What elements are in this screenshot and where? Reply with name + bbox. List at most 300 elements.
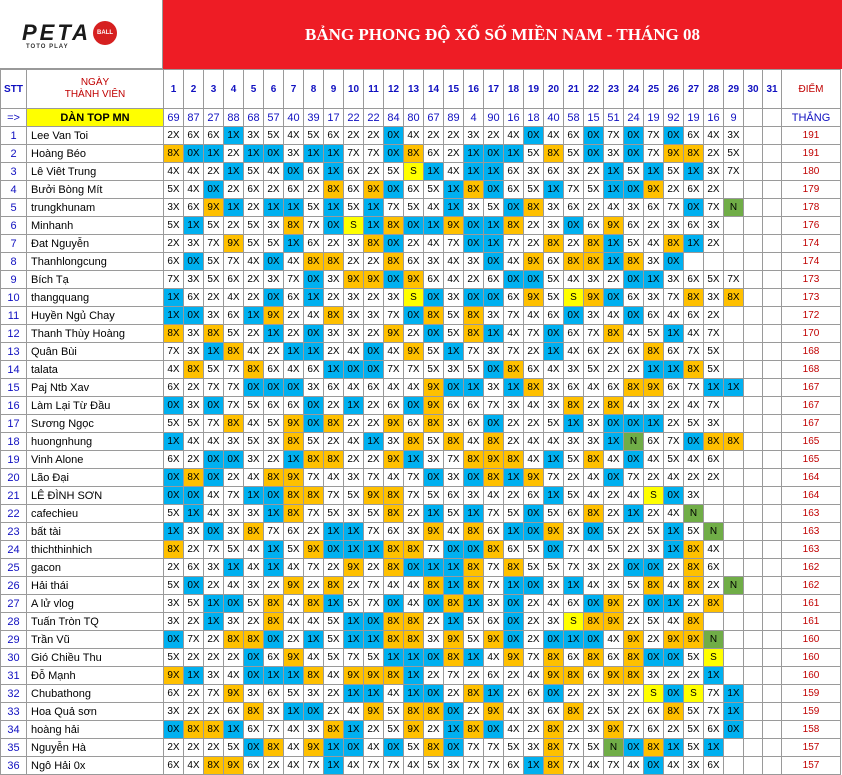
result-cell: 3X xyxy=(584,415,604,433)
result-cell: 8X xyxy=(364,235,384,253)
result-cell: 2X xyxy=(604,361,624,379)
result-cell: 5X xyxy=(164,217,184,235)
result-cell: 0X xyxy=(584,595,604,613)
result-cell: 2X xyxy=(504,487,524,505)
result-cell xyxy=(744,217,763,235)
result-cell: 8X xyxy=(464,307,484,325)
result-cell: 0X xyxy=(284,163,304,181)
result-cell: 2X xyxy=(364,397,384,415)
result-cell: 7X xyxy=(404,487,424,505)
result-cell xyxy=(763,685,782,703)
result-cell: 2X xyxy=(644,217,664,235)
result-cell: 4X xyxy=(504,325,524,343)
result-cell: 0X xyxy=(604,469,624,487)
result-cell: 3X xyxy=(164,613,184,631)
header-day: 18 xyxy=(504,70,524,109)
result-cell: 5X xyxy=(684,721,704,739)
result-cell: 1X xyxy=(664,541,684,559)
logo-tagline: TOTO PLAY xyxy=(26,44,69,50)
result-cell: 6X xyxy=(184,289,204,307)
result-cell: 1X xyxy=(364,631,384,649)
result-cell xyxy=(724,217,744,235)
result-cell: 9X xyxy=(344,271,364,289)
result-cell: 1X xyxy=(304,631,324,649)
result-cell: 2X xyxy=(644,469,664,487)
member-stt: 6 xyxy=(1,217,27,235)
header-day: 19 xyxy=(524,70,544,109)
header-day: 2 xyxy=(184,70,204,109)
result-cell: 0X xyxy=(584,631,604,649)
result-cell: 3X xyxy=(584,721,604,739)
header-day: 17 xyxy=(484,70,504,109)
result-cell: 1X xyxy=(484,325,504,343)
result-cell: 0X xyxy=(304,271,324,289)
result-cell: 1X xyxy=(224,559,244,577)
result-cell: 2X xyxy=(204,739,224,757)
result-cell: 6X xyxy=(444,397,464,415)
result-cell: 2X xyxy=(364,415,384,433)
result-cell: 0X xyxy=(424,325,444,343)
result-cell: 3X xyxy=(524,739,544,757)
result-cell: 2X xyxy=(664,181,684,199)
result-cell: 9X xyxy=(224,235,244,253)
header-day: 15 xyxy=(444,70,464,109)
result-cell: 1X xyxy=(424,559,444,577)
result-cell: 8X xyxy=(264,613,284,631)
top-number-cell: 9 xyxy=(724,109,744,127)
result-cell: 4X xyxy=(624,397,644,415)
header-day: 8 xyxy=(304,70,324,109)
header-day: 25 xyxy=(644,70,664,109)
result-cell: 9X xyxy=(444,217,464,235)
result-cell: 0X xyxy=(384,595,404,613)
header-stt: STT xyxy=(1,70,27,109)
result-cell: 2X xyxy=(604,559,624,577)
result-cell: 2X xyxy=(184,685,204,703)
result-cell: 8X xyxy=(464,181,484,199)
result-cell: 7X xyxy=(204,235,224,253)
result-cell: 4X xyxy=(424,235,444,253)
result-cell: 7X xyxy=(384,307,404,325)
result-cell: 7X xyxy=(344,649,364,667)
result-cell: 1X xyxy=(444,559,464,577)
result-cell: 3X xyxy=(444,469,464,487)
result-cell: 4X xyxy=(184,433,204,451)
result-cell: 6X xyxy=(324,127,344,145)
result-cell: 6X xyxy=(644,721,664,739)
result-cell xyxy=(744,433,763,451)
member-name: Thanh Thùy Hoàng xyxy=(27,325,164,343)
member-row xyxy=(1,505,841,523)
result-cell: 4X xyxy=(684,451,704,469)
result-cell xyxy=(724,469,744,487)
result-cell: 1X xyxy=(264,667,284,685)
result-cell: 2X xyxy=(464,703,484,721)
result-cell: 7X xyxy=(484,577,504,595)
member-stt: 10 xyxy=(1,289,27,307)
result-cell: 1X xyxy=(284,199,304,217)
result-cell: N xyxy=(704,523,724,541)
result-cell: 5X xyxy=(384,163,404,181)
result-cell: 8X xyxy=(384,487,404,505)
result-cell: S xyxy=(644,685,664,703)
member-stt: 32 xyxy=(1,685,27,703)
result-cell: 4X xyxy=(504,127,524,145)
result-cell xyxy=(763,217,782,235)
result-cell: 3X xyxy=(604,685,624,703)
result-cell: 4X xyxy=(524,433,544,451)
result-cell: 8X xyxy=(384,217,404,235)
result-cell: 9X xyxy=(404,721,424,739)
result-cell: 7X xyxy=(304,505,324,523)
result-cell: 8X xyxy=(644,343,664,361)
result-cell: 3X xyxy=(264,703,284,721)
result-cell: 0X xyxy=(504,271,524,289)
result-cell xyxy=(763,325,782,343)
result-cell: 2X xyxy=(464,667,484,685)
result-cell: 5X xyxy=(644,523,664,541)
member-score: 165 xyxy=(782,433,841,451)
result-cell: 0X xyxy=(464,289,484,307)
member-stt: 22 xyxy=(1,505,27,523)
header-day: 9 xyxy=(324,70,344,109)
result-cell: 8X xyxy=(204,721,224,739)
result-cell: 3X xyxy=(644,397,664,415)
result-cell: 8X xyxy=(584,649,604,667)
result-cell: 5X xyxy=(424,343,444,361)
top-number-cell: 80 xyxy=(404,109,424,127)
member-name: Paj Ntb Xav xyxy=(27,379,164,397)
result-cell: 2X xyxy=(704,469,724,487)
result-cell: 0X xyxy=(244,739,264,757)
result-cell: 2X xyxy=(284,631,304,649)
result-cell: 0X xyxy=(484,181,504,199)
result-cell: 4X xyxy=(304,613,324,631)
result-cell: 5X xyxy=(424,757,444,775)
result-cell: 7X xyxy=(164,271,184,289)
result-cell xyxy=(763,253,782,271)
result-cell: 0X xyxy=(484,415,504,433)
result-cell: 2X xyxy=(704,181,724,199)
result-cell: 0X xyxy=(624,559,644,577)
result-cell xyxy=(744,631,763,649)
result-cell: 1X xyxy=(304,343,324,361)
result-cell: 5X xyxy=(404,739,424,757)
result-cell: 2X xyxy=(624,613,644,631)
result-cell: 6X xyxy=(184,199,204,217)
result-cell: 8X xyxy=(684,613,704,631)
result-cell: 0X xyxy=(624,415,644,433)
result-cell: 4X xyxy=(384,577,404,595)
member-stt: 5 xyxy=(1,199,27,217)
result-cell: 5X xyxy=(604,703,624,721)
result-cell: 3X xyxy=(184,235,204,253)
result-cell: 1X xyxy=(284,451,304,469)
result-cell xyxy=(724,595,744,613)
result-cell xyxy=(724,307,744,325)
result-cell: 6X xyxy=(464,415,484,433)
result-cell: 7X xyxy=(264,523,284,541)
result-cell: 3X xyxy=(344,325,364,343)
result-cell: 5X xyxy=(164,415,184,433)
result-cell: 4X xyxy=(484,487,504,505)
member-row xyxy=(1,703,841,721)
result-cell: 6X xyxy=(664,343,684,361)
result-cell: N xyxy=(684,505,704,523)
result-cell: 1X xyxy=(164,433,184,451)
result-cell: 5X xyxy=(244,163,264,181)
result-cell: 7X xyxy=(504,343,524,361)
result-cell: 3X xyxy=(644,253,664,271)
result-cell: 1X xyxy=(564,415,584,433)
result-cell: 1X xyxy=(444,613,464,631)
result-cell: 8X xyxy=(484,469,504,487)
result-cell: 8X xyxy=(304,595,324,613)
result-cell: 0X xyxy=(404,559,424,577)
result-cell: 4X xyxy=(544,127,564,145)
result-cell: 3X xyxy=(304,685,324,703)
result-cell: 4X xyxy=(444,163,464,181)
result-cell: 9X xyxy=(204,199,224,217)
result-cell: 1X xyxy=(544,487,564,505)
member-name: Lão Đại xyxy=(27,469,164,487)
header-day: 23 xyxy=(604,70,624,109)
result-cell: 0X xyxy=(624,739,644,757)
result-cell: 7X xyxy=(604,127,624,145)
member-name: Lee Van Toi xyxy=(27,127,164,145)
result-cell: 8X xyxy=(524,199,544,217)
result-cell: 3X xyxy=(404,523,424,541)
result-cell: 6X xyxy=(684,307,704,325)
member-score: 163 xyxy=(782,541,841,559)
result-cell: 1X xyxy=(264,541,284,559)
result-cell xyxy=(744,163,763,181)
result-cell xyxy=(763,577,782,595)
result-cell: 6X xyxy=(704,559,724,577)
member-name: Minhanh xyxy=(27,217,164,235)
result-cell: 9X xyxy=(664,145,684,163)
result-cell: 6X xyxy=(664,379,684,397)
result-cell: 4X xyxy=(584,577,604,595)
member-score: 191 xyxy=(782,145,841,163)
result-cell: 8X xyxy=(724,289,744,307)
result-cell: 2X xyxy=(224,145,244,163)
result-cell: 7X xyxy=(664,289,684,307)
result-cell xyxy=(724,487,744,505)
result-cell xyxy=(744,253,763,271)
member-stt: 25 xyxy=(1,559,27,577)
result-cell: 2X xyxy=(704,145,724,163)
result-cell: 8X xyxy=(684,577,704,595)
result-cell: 4X xyxy=(364,739,384,757)
member-row xyxy=(1,649,841,667)
result-cell: 1X xyxy=(364,199,384,217)
result-cell: S xyxy=(644,487,664,505)
result-cell: 1X xyxy=(664,361,684,379)
top-number-cell: 90 xyxy=(484,109,504,127)
result-cell: 9X xyxy=(664,631,684,649)
result-cell: 8X xyxy=(544,721,564,739)
result-cell: 0X xyxy=(424,649,444,667)
result-cell: 1X xyxy=(464,649,484,667)
result-cell xyxy=(724,361,744,379)
result-cell: 0X xyxy=(384,181,404,199)
result-cell: 6X xyxy=(344,181,364,199)
top-number-cell: 51 xyxy=(604,109,624,127)
result-cell: 3X xyxy=(244,127,264,145)
result-cell: 3X xyxy=(384,289,404,307)
result-cell: 8X xyxy=(564,397,584,415)
result-cell: 0X xyxy=(644,595,664,613)
result-cell: 1X xyxy=(324,163,344,181)
result-cell: 6X xyxy=(644,703,664,721)
result-cell: 5X xyxy=(264,415,284,433)
result-cell: 6X xyxy=(184,127,204,145)
result-cell: 3X xyxy=(584,307,604,325)
result-cell: 1X xyxy=(164,523,184,541)
member-score: 157 xyxy=(782,739,841,757)
result-cell: 1X xyxy=(444,343,464,361)
result-cell: 0X xyxy=(384,235,404,253)
result-cell: 7X xyxy=(364,595,384,613)
result-cell: 0X xyxy=(264,145,284,163)
result-cell: 1X xyxy=(604,253,624,271)
result-cell: 7X xyxy=(564,541,584,559)
result-cell: 1X xyxy=(264,325,284,343)
top-number-cell xyxy=(763,109,782,127)
result-cell: 1X xyxy=(424,505,444,523)
result-cell: 0X xyxy=(324,217,344,235)
result-cell: 0X xyxy=(224,595,244,613)
result-cell xyxy=(744,487,763,505)
result-cell: 1X xyxy=(604,433,624,451)
header-day: 11 xyxy=(364,70,384,109)
result-cell: 3X xyxy=(704,217,724,235)
result-cell: 0X xyxy=(544,685,564,703)
result-cell: 3X xyxy=(384,433,404,451)
result-cell: 8X xyxy=(404,631,424,649)
result-cell: 3X xyxy=(184,343,204,361)
result-cell: 3X xyxy=(224,433,244,451)
result-cell: 0X xyxy=(444,703,464,721)
result-cell: 5X xyxy=(684,415,704,433)
member-name: Ngô Hải 0x xyxy=(27,757,164,775)
result-cell: 2X xyxy=(644,505,664,523)
result-cell: 4X xyxy=(644,235,664,253)
result-cell: 1X xyxy=(664,523,684,541)
result-cell: 2X xyxy=(204,631,224,649)
member-score: 167 xyxy=(782,415,841,433)
result-cell: 7X xyxy=(364,523,384,541)
result-cell: 0X xyxy=(364,343,384,361)
result-cell: 5X xyxy=(304,433,324,451)
result-cell: 0X xyxy=(444,739,464,757)
member-row xyxy=(1,595,841,613)
member-stt: 35 xyxy=(1,739,27,757)
result-cell: 2X xyxy=(404,235,424,253)
result-cell: 4X xyxy=(604,199,624,217)
result-cell: 1X xyxy=(544,181,564,199)
result-cell: 1X xyxy=(604,235,624,253)
result-cell: 1X xyxy=(264,199,284,217)
result-cell: 2X xyxy=(604,505,624,523)
result-cell: 1X xyxy=(424,217,444,235)
result-cell: 9X xyxy=(444,631,464,649)
result-cell: 8X xyxy=(484,433,504,451)
member-name: Chubathong xyxy=(27,685,164,703)
result-cell: 7X xyxy=(704,685,724,703)
result-cell xyxy=(763,307,782,325)
result-cell: 4X xyxy=(384,343,404,361)
result-cell: 6X xyxy=(544,703,564,721)
result-cell: 5X xyxy=(584,739,604,757)
result-cell: 5X xyxy=(344,199,364,217)
member-stt: 8 xyxy=(1,253,27,271)
member-row xyxy=(1,289,841,307)
result-cell xyxy=(744,523,763,541)
result-cell: 8X xyxy=(684,289,704,307)
result-cell xyxy=(763,541,782,559)
result-cell: 5X xyxy=(704,361,724,379)
result-cell: 5X xyxy=(184,595,204,613)
result-cell: 7X xyxy=(724,271,744,289)
result-cell: 2X xyxy=(444,685,464,703)
result-cell: 0X xyxy=(364,361,384,379)
result-cell: 4X xyxy=(184,757,204,775)
result-cell xyxy=(724,181,744,199)
result-cell xyxy=(744,343,763,361)
result-cell: 4X xyxy=(244,343,264,361)
result-cell: 0X xyxy=(424,595,444,613)
result-cell: 6X xyxy=(164,757,184,775)
result-cell: 9X xyxy=(224,757,244,775)
result-cell xyxy=(763,127,782,145)
result-cell: 5X xyxy=(404,199,424,217)
result-cell: 8X xyxy=(464,523,484,541)
result-cell xyxy=(744,199,763,217)
result-cell: 0X xyxy=(304,325,324,343)
result-cell: 1X xyxy=(484,217,504,235)
result-cell: 7X xyxy=(224,253,244,271)
result-cell: 8X xyxy=(164,145,184,163)
result-cell: 7X xyxy=(464,739,484,757)
result-cell: 6X xyxy=(504,163,524,181)
member-row xyxy=(1,163,841,181)
result-cell: 2X xyxy=(324,559,344,577)
result-cell: 4X xyxy=(284,127,304,145)
result-cell: 2X xyxy=(284,307,304,325)
result-cell: 2X xyxy=(164,235,184,253)
result-cell: 7X xyxy=(224,361,244,379)
result-cell: 4X xyxy=(384,685,404,703)
member-stt: 27 xyxy=(1,595,27,613)
result-cell: 3X xyxy=(184,325,204,343)
result-cell xyxy=(763,181,782,199)
result-cell: 2X xyxy=(344,577,364,595)
result-cell: 8X xyxy=(324,181,344,199)
result-cell: 1X xyxy=(444,181,464,199)
result-cell: 8X xyxy=(464,559,484,577)
result-cell: 5X xyxy=(724,145,744,163)
result-cell: 2X xyxy=(264,577,284,595)
result-cell: 9X xyxy=(624,631,644,649)
member-row xyxy=(1,451,841,469)
result-cell: 8X xyxy=(424,703,444,721)
result-cell: 1X xyxy=(344,685,364,703)
result-cell: 7X xyxy=(364,757,384,775)
result-cell: 9X xyxy=(364,181,384,199)
result-cell: 6X xyxy=(704,451,724,469)
